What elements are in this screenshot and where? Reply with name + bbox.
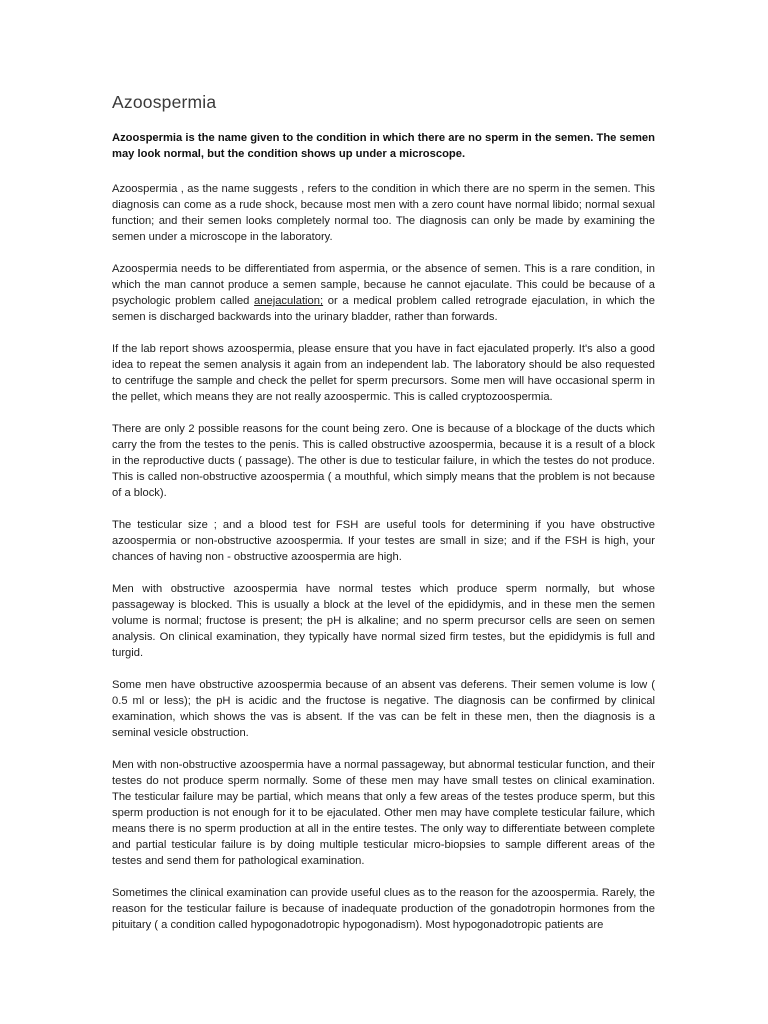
- paragraph-obstructive: Men with obstructive azoospermia have normal testes which produce sperm normally, but whose passageway is blocked. This is usually a block at the level of the epididymis, and in these men the semen volume is normal; fructose is present; the pH is alkaline; and no sperm precursor cells are seen on semen analysis. On clinical examination, they typically have normal sized firm testes, but the epididymis is full and turgid.: [112, 583, 655, 659]
- paragraph-lab-report: If the lab report shows azoospermia, please ensure that you have in fact ejaculated properly. It's also a good idea to repeat the semen analysis it again from an independent lab. The laboratory should be also requested to centrifuge the sample and check the pellet for sperm precursors. Some men will have occasional sperm in the pellet, which means they are not really azoospermic. This is called cryptozoospermia.: [112, 343, 655, 403]
- paragraph-aspermia-text-before: Azoospermia needs to be differentiated from aspermia, or the absence of semen. This is a rare condition, in which the man cannot produce a semen sample, because he cannot ejaculate. This could be because of a psychologic problem called: [112, 263, 655, 307]
- anejaculation-link[interactable]: anejaculation;: [254, 295, 324, 307]
- paragraph-absent-vas: Some men have obstructive azoospermia because of an absent vas deferens. Their semen volume is low ( 0.5 ml or less); the pH is acidic and the fructose is negative. The diagnosis can be confirmed by clinical examination, which shows the vas is absent. If the vas can be felt in these men, then the diagnosis is a seminal vesicle obstruction.: [112, 679, 655, 739]
- paragraph-definition: Azoospermia , as the name suggests , refers to the condition in which there are no sperm in the semen. This diagnosis can come as a rude shock, because most men with a zero count have normal libido; normal sexual function; and their semen looks completely normal too. The diagnosis can only be made by examining the semen under a microscope in the laboratory.: [112, 183, 655, 243]
- lead-paragraph: Azoospermia is the name given to the condition in which there are no sperm in the semen. The semen may look normal, but the condition shows up under a microscope.: [112, 132, 655, 160]
- document-title: Azoospermia: [112, 92, 217, 112]
- paragraph-two-reasons: There are only 2 possible reasons for the count being zero. One is because of a blockage of the ducts which carry the from the testes to the penis. This is called obstructive azoospermia, because it is a result of a block in the reproductive ducts ( passage). The other is due to testicular failure, in which the testes do not produce. This is called non-obstructive azoospermia ( a mouthful, which simply means that the problem is not because of a block).: [112, 423, 655, 499]
- document-page: [112, 90, 655, 949]
- paragraph-non-obstructive: Men with non-obstructive azoospermia have a normal passageway, but abnormal testicular function, and their testes do not produce sperm normally. Some of these men may have small testes on clinical examination. The testicular failure may be partial, which means that only a few areas of the testes produce sperm, but this sperm production is not enough for it to be ejaculated. Other men may have complete testicular failure, which means there is no sperm production at all in the entire testes. The only way to differentiate between complete and partial testicular failure is by doing multiple testicular micro-biopsies to sample different areas of the testes and send them for pathological examination.: [112, 759, 655, 867]
- paragraph-aspermia-text-after: or a medical problem called retrograde ejaculation, in which the semen is discharged backwards into the urinary bladder, rather than forwards.: [112, 295, 655, 323]
- paragraph-aspermia: [112, 261, 655, 325]
- paragraph-clinical-examination: Sometimes the clinical examination can provide useful clues as to the reason for the azoospermia. Rarely, the reason for the testicular failure is because of inadequate production of the gonadotropin hormones from the pituitary ( a condition called hypogonadotropic hypogonadism). Most hypogonadotropic patients are: [112, 887, 655, 931]
- paragraph-testicular-size: The testicular size ; and a blood test for FSH are useful tools for determining if you have obstructive azoospermia or non-obstructive azoospermia. If your testes are small in size; and if the FSH is high, your chances of having non - obstructive azoospermia are high.: [112, 519, 655, 563]
